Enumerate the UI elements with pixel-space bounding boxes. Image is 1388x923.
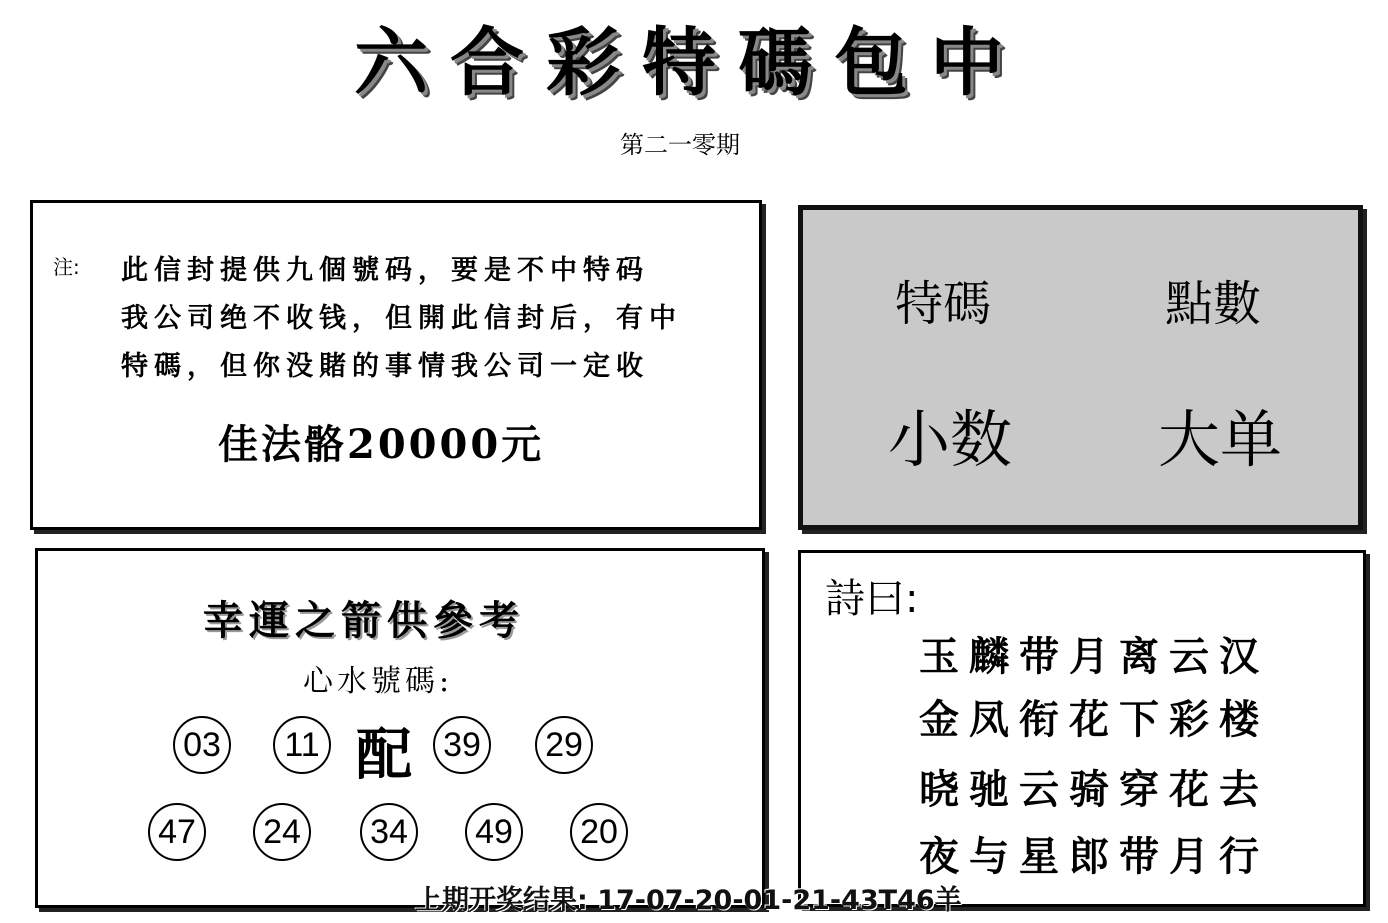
tema-panel — [798, 205, 1363, 530]
poem-panel — [798, 550, 1366, 907]
pair-label: 配 — [356, 722, 412, 788]
points-header: 點數 — [1165, 276, 1262, 332]
last-draw-result: 上期开奖结果: 17-07-20-01-21-43T46羊 — [415, 885, 962, 916]
lucky-subtitle: 心水號碼: — [303, 664, 454, 699]
number-ball: 20 — [570, 803, 628, 861]
poem-line: 夜与星郎带月行 — [919, 833, 1269, 880]
number-ball: 24 — [253, 803, 311, 861]
notice-label: 注: — [53, 255, 80, 279]
notice-panel — [30, 200, 762, 530]
poem-line: 玉麟带月离云汉 — [919, 633, 1269, 680]
number-ball: 29 — [535, 716, 593, 774]
prize-amount: 佳法骼20000元 — [218, 421, 545, 468]
number-ball: 39 — [433, 716, 491, 774]
number-ball: 49 — [465, 803, 523, 861]
tema-header: 特碼 — [895, 276, 992, 332]
poem-line: 晓驰云骑穿花去 — [919, 766, 1269, 813]
points-value: 大单 — [1158, 403, 1283, 476]
poem-line: 金凤衔花下彩楼 — [919, 696, 1269, 743]
page-title: 六合彩特碼包中 — [354, 20, 1026, 106]
number-ball: 34 — [360, 803, 418, 861]
lucky-numbers-panel — [35, 548, 765, 908]
number-ball: 11 — [273, 716, 331, 774]
lucky-title: 幸運之箭供參考 — [203, 597, 525, 644]
number-ball: 47 — [148, 803, 206, 861]
notice-line: 此信封提供九個號码，要是不中特码 — [121, 255, 649, 286]
number-ball: 03 — [173, 716, 231, 774]
issue-number: 第二一零期 — [620, 131, 740, 159]
notice-line: 我公司绝不收钱，但開此信封后，有中 — [121, 303, 682, 334]
tema-value: 小数 — [888, 403, 1013, 476]
notice-line: 特碼，但你没賭的事情我公司一定收 — [121, 351, 649, 382]
poem-label: 詩曰: — [825, 576, 919, 622]
